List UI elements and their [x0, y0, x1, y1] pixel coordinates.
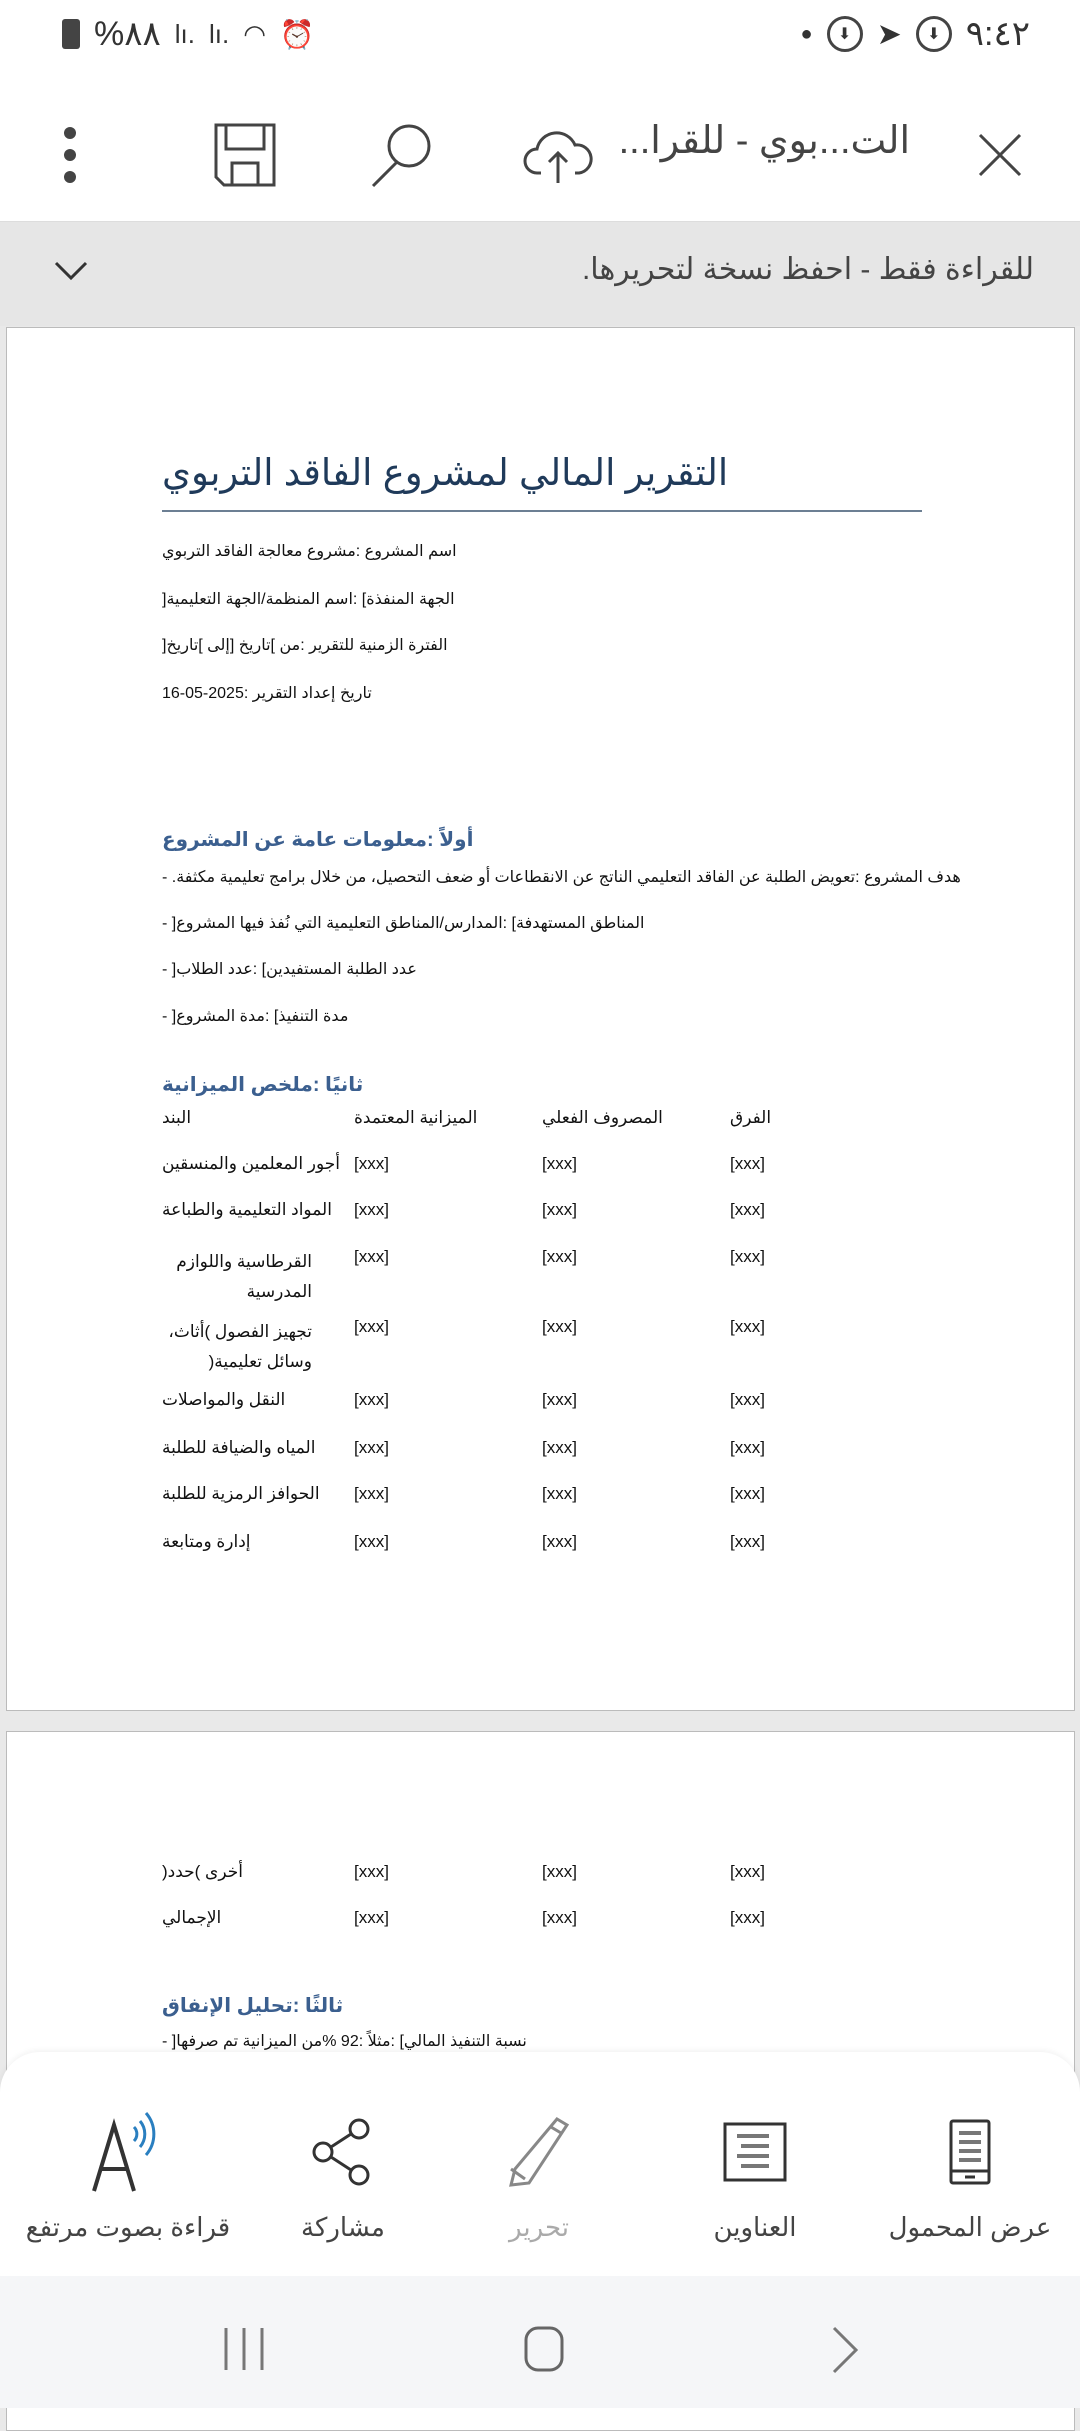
document-page-1 — [6, 327, 1075, 1711]
title-underline — [162, 510, 922, 512]
table-cell: [xxx] — [542, 1200, 577, 1219]
pencil-icon — [429, 2092, 649, 2212]
table-header-cell: المصروف الفعلي — [542, 1108, 663, 1127]
read-only-message: للقراءة فقط - احفظ نسخة لتحريرها. — [581, 253, 1034, 286]
table-cell: [xxx] — [542, 1908, 577, 1927]
telegram-icon: ➤ — [876, 17, 902, 51]
chevron-down-icon[interactable] — [54, 252, 88, 289]
search-icon[interactable] — [365, 120, 435, 190]
cloud-upload-icon[interactable] — [520, 120, 595, 190]
section-line: هدف المشروع :تعويض الطلبة عن الفاقد التعليمي الناتج عن الانقطاعات أو ضعف التحصيل، من خلال برامج تعليمية مكثفة. - — [162, 869, 961, 886]
system-navigation-bar — [0, 2276, 1080, 2408]
status-bar — [0, 0, 1080, 90]
toolbar — [0, 90, 1080, 222]
read-aloud-icon — [18, 2092, 238, 2212]
wifi-icon: ◠ — [243, 18, 266, 49]
table-cell: [xxx] — [730, 1862, 765, 1881]
section-line: المناطق المستهدفة] :المدارس/المناطق التعليمية التي نُفذ فيها المشروع[ - — [162, 915, 645, 932]
section-line: عدد الطلبة المستفيدين] :عدد الطلاب[ - — [162, 961, 417, 978]
headings-icon — [645, 2092, 865, 2212]
info-line: اسم المشروع :مشروع معالجة الفاقد التربوي — [162, 543, 457, 560]
download-icon: ⬇ — [916, 16, 952, 52]
action-share[interactable]: مشاركة — [233, 2092, 453, 2243]
table-header-cell: البند — [162, 1108, 192, 1127]
action-headings[interactable]: العناوين — [645, 2092, 865, 2243]
table-row-label: إدارة ومتابعة — [162, 1532, 251, 1551]
table-cell: [xxx] — [542, 1390, 577, 1409]
table-cell: [xxx] — [730, 1317, 765, 1336]
recent-apps-icon[interactable] — [222, 2326, 266, 2377]
more-options-icon[interactable] — [60, 120, 80, 190]
info-line: الفترة الزمنية للتقرير :من ]تاريخ [إلى ]تاريخ[ — [162, 637, 448, 654]
bottom-action-sheet — [0, 2052, 1080, 2276]
read-only-banner[interactable] — [0, 222, 1080, 326]
table-cell: [xxx] — [354, 1317, 389, 1336]
table-cell: [xxx] — [730, 1154, 765, 1173]
battery-icon — [62, 19, 80, 49]
clock: ٩:٤٢ — [965, 15, 1030, 53]
table-row-label: المياه والضيافة للطلبة — [162, 1438, 316, 1457]
table-row-label: أجور المعلمين والمنسقين — [162, 1154, 341, 1173]
battery-level: %٨٨ — [94, 15, 161, 53]
table-cell: [xxx] — [542, 1247, 577, 1266]
table-cell: [xxx] — [354, 1862, 389, 1881]
table-cell: [xxx] — [354, 1390, 389, 1409]
action-read-aloud[interactable]: قراءة بصوت مرتفع — [18, 2092, 238, 2243]
table-cell: [xxx] — [730, 1484, 765, 1503]
signal-icon: lı. — [209, 18, 230, 49]
table-row-label: الإجمالي — [162, 1908, 222, 1927]
table-cell: [xxx] — [354, 1532, 389, 1551]
table-cell: [xxx] — [542, 1438, 577, 1457]
table-cell: [xxx] — [354, 1484, 389, 1503]
table-cell: [xxx] — [542, 1317, 577, 1336]
table-cell: [xxx] — [730, 1390, 765, 1409]
back-icon[interactable] — [830, 2326, 860, 2379]
mobile-view-icon — [860, 2092, 1080, 2212]
section-heading: أولاً :معلومات عامة عن المشروع — [162, 829, 474, 851]
document-title[interactable]: الت...بوي - للقرا... — [618, 120, 910, 162]
home-icon[interactable] — [522, 2326, 566, 2377]
download-icon: ⬇ — [827, 16, 863, 52]
table-cell: [xxx] — [730, 1532, 765, 1551]
report-title: التقرير المالي لمشروع الفاقد التربوي — [162, 452, 729, 493]
table-row-label: النقل والمواصلات — [162, 1390, 286, 1409]
section-heading: ثانيًا :ملخص الميزانية — [162, 1074, 364, 1096]
action-mobile-view[interactable]: عرض المحمول — [860, 2092, 1080, 2243]
table-cell: [xxx] — [730, 1200, 765, 1219]
info-line: تاريخ إعداد التقرير :2025-05-16 — [162, 685, 372, 702]
table-header-cell: الفرق — [730, 1108, 772, 1127]
section-heading: ثالثًا :تحليل الإنفاق — [162, 1995, 344, 2017]
table-row-label: الحوافز الرمزية للطلبة — [162, 1484, 320, 1503]
table-row-label: المواد التعليمية والطباعة — [162, 1200, 332, 1219]
info-line: الجهة المنفذة] :اسم المنظمة/الجهة التعليمية[ — [162, 591, 455, 608]
action-edit[interactable]: تحرير — [429, 2092, 649, 2243]
share-icon — [233, 2092, 453, 2212]
save-icon[interactable] — [210, 120, 280, 190]
table-row-label: تجهيز الفصول )أثاث، وسائل تعليمية( — [168, 1322, 312, 1371]
table-cell: [xxx] — [354, 1908, 389, 1927]
table-header-cell: الميزانية المعتمدة — [354, 1108, 478, 1127]
section-line: مدة التنفيذ] :مدة المشروع[ - — [162, 1008, 349, 1025]
table-cell: [xxx] — [542, 1532, 577, 1551]
table-row-label: القرطاسية واللوازم المدرسية — [176, 1252, 312, 1301]
signal-icon: lı. — [174, 18, 195, 49]
section-line: نسبة التنفيذ المالي] :مثلاً :92 %من الميزانية تم صرفها[ - — [162, 2033, 527, 2050]
table-cell: [xxx] — [542, 1154, 577, 1173]
table-cell: [xxx] — [542, 1862, 577, 1881]
table-cell: [xxx] — [354, 1200, 389, 1219]
table-cell: [xxx] — [730, 1908, 765, 1927]
table-row-label: أخرى )حدد( — [162, 1862, 243, 1881]
table-cell: [xxx] — [730, 1438, 765, 1457]
alarm-icon: ⏰ — [279, 18, 315, 50]
table-cell: [xxx] — [542, 1484, 577, 1503]
table-cell: [xxx] — [354, 1154, 389, 1173]
table-cell: [xxx] — [354, 1247, 389, 1266]
dot-icon: ● — [800, 22, 813, 45]
table-cell: [xxx] — [354, 1438, 389, 1457]
table-cell: [xxx] — [730, 1247, 765, 1266]
close-icon[interactable] — [975, 120, 1025, 190]
